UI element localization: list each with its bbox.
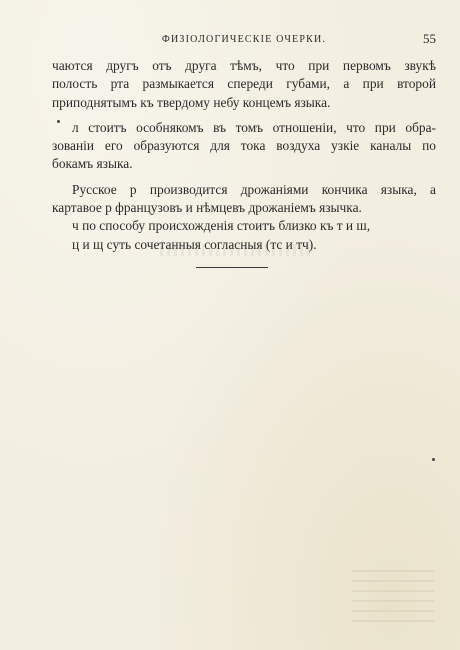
text-line: Русское р производится дрожаніями кончика языка, а (72, 181, 436, 197)
text-line: картавое р французовъ и нѣмцевъ дрожаніемъ язычка. (52, 200, 362, 216)
text-line: приподнятымъ къ твердому небу концемъ языка. (52, 94, 331, 110)
text-line: ч по способу происхожденія стоитъ близко къ т и ш, (72, 218, 371, 234)
text-line: зованіи его образуются для тока воздуха узкіе каналы по (52, 138, 436, 154)
section-rule (196, 267, 268, 268)
text-line: л стоитъ особнякомъ въ томъ отношеніи, что при обра- (72, 119, 436, 135)
text-line: чаются другъ отъ друга тѣмъ, что при первомъ звукѣ (52, 58, 436, 73)
body-text (52, 57, 436, 254)
header-title: ФИЗІОЛОГИЧЕСКІЕ ОЧЕРКИ. (161, 34, 327, 45)
paper-speck (432, 458, 435, 461)
margin-mark (57, 120, 60, 123)
text-line: бокамъ языка. (52, 156, 133, 172)
text-line: полость рта размыкается спереди губами, а при второй (52, 76, 436, 92)
text-line: ц и щ суть сочетанныя согласныя (тс и тч). (72, 236, 317, 252)
page-number: 55 (423, 31, 436, 46)
show-through-text (352, 562, 434, 622)
running-header (52, 31, 436, 47)
show-through-heading (160, 244, 310, 256)
